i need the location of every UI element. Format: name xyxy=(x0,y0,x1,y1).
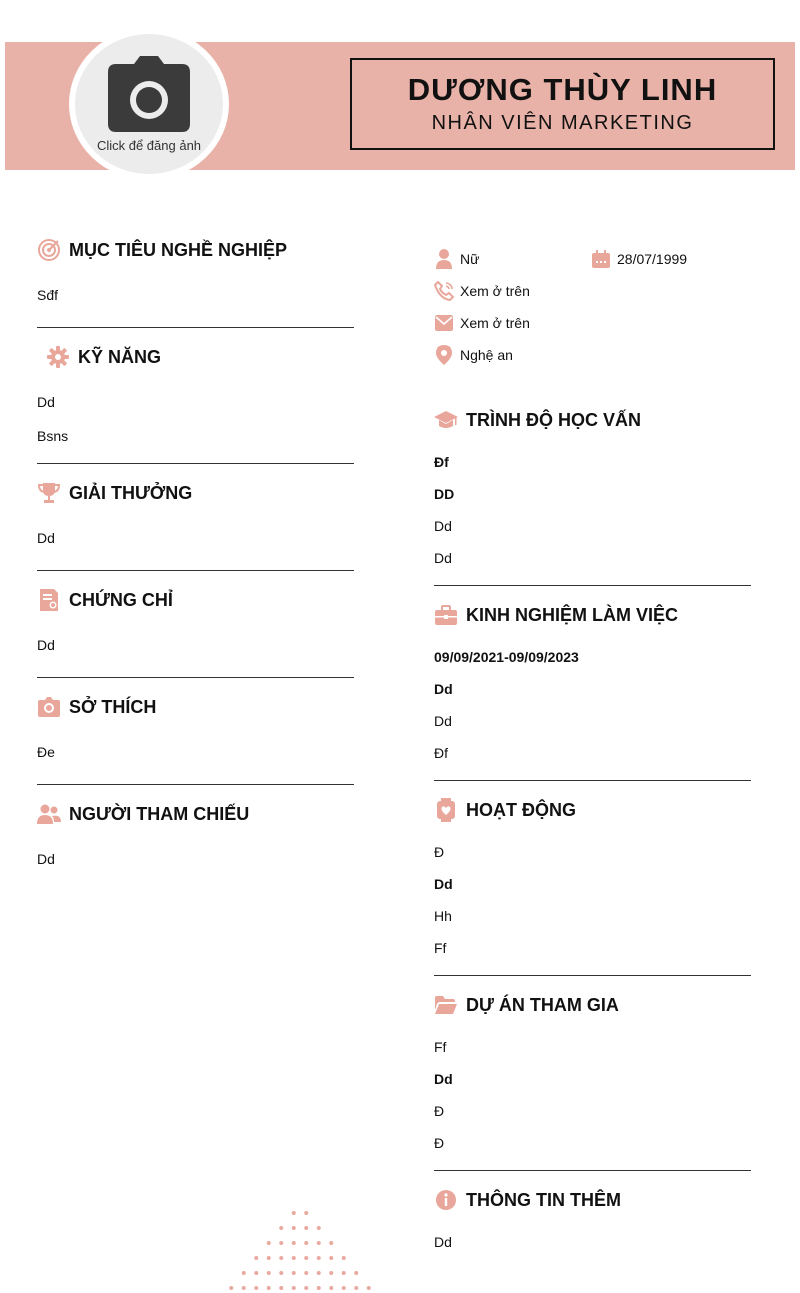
education-title: TRÌNH ĐỘ HỌC VẤN xyxy=(466,409,641,430)
calendar-icon xyxy=(591,249,611,269)
decorative-dot xyxy=(292,1211,296,1215)
divider xyxy=(434,780,751,781)
gear-icon xyxy=(46,345,70,369)
target-icon xyxy=(37,238,61,262)
skills-line[interactable]: Dd xyxy=(37,394,55,410)
decorative-dot xyxy=(242,1271,246,1275)
decorative-dot xyxy=(304,1271,308,1275)
references-section xyxy=(37,800,354,883)
experience-section xyxy=(434,601,751,775)
decorative-dot xyxy=(267,1271,271,1275)
address-value[interactable]: Nghệ an xyxy=(460,347,513,363)
decorative-dot xyxy=(292,1256,296,1260)
decorative-dot xyxy=(329,1286,333,1290)
avatar-upload[interactable] xyxy=(75,34,223,174)
decorative-dot xyxy=(329,1241,333,1245)
projects-line[interactable]: Dd xyxy=(434,1071,453,1087)
activity-icon xyxy=(434,798,458,822)
objective-title: MỤC TIÊU NGHỀ NGHIỆP xyxy=(69,239,288,260)
objective-section xyxy=(37,236,354,319)
awards-section xyxy=(37,479,354,562)
experience-line[interactable]: Đf xyxy=(434,745,448,761)
birthday-row xyxy=(591,249,687,269)
phone-icon xyxy=(434,281,454,301)
decorative-dot xyxy=(292,1226,296,1230)
projects-line[interactable]: Ff xyxy=(434,1039,447,1055)
person-icon xyxy=(434,249,454,269)
graduation-cap-icon xyxy=(434,408,458,432)
avatar-caption: Click để đăng ảnh xyxy=(96,138,202,153)
education-line[interactable]: Dd xyxy=(434,550,452,566)
decorative-dot xyxy=(317,1226,321,1230)
decorative-dot xyxy=(304,1226,308,1230)
decorative-dot xyxy=(304,1256,308,1260)
activities-line[interactable]: Đ xyxy=(434,844,445,860)
decorative-dots xyxy=(205,1205,395,1293)
decorative-dot xyxy=(279,1286,283,1290)
decorative-dot xyxy=(304,1241,308,1245)
birthday-value[interactable]: 28/07/1999 xyxy=(617,251,688,267)
decorative-dot xyxy=(292,1241,296,1245)
skills-title: KỸ NĂNG xyxy=(78,346,162,367)
camera-icon xyxy=(108,54,190,132)
decorative-dot xyxy=(229,1286,233,1290)
decorative-dot xyxy=(342,1256,346,1260)
decorative-dot xyxy=(367,1286,371,1290)
decorative-dot xyxy=(354,1286,358,1290)
decorative-dot xyxy=(279,1256,283,1260)
awards-title: GIẢI THƯỞNG xyxy=(69,482,193,503)
decorative-dot xyxy=(354,1271,358,1275)
avatar[interactable] xyxy=(69,28,229,180)
activities-line[interactable]: Ff xyxy=(434,940,447,956)
mail-icon xyxy=(434,313,454,333)
certificate-icon xyxy=(37,588,61,612)
camera-icon xyxy=(37,695,61,719)
phone-value[interactable]: Xem ở trên xyxy=(460,283,530,299)
gender-row xyxy=(434,249,479,269)
decorative-dot xyxy=(317,1286,321,1290)
hobbies-title: SỞ THÍCH xyxy=(69,696,157,717)
location-pin-icon xyxy=(434,345,454,365)
briefcase-icon xyxy=(434,603,458,627)
decorative-dot xyxy=(304,1211,308,1215)
certificates-line[interactable]: Dd xyxy=(37,637,55,653)
activities-section xyxy=(434,796,751,970)
certificates-section xyxy=(37,586,354,669)
activities-line[interactable]: Hh xyxy=(434,908,452,924)
decorative-dot xyxy=(342,1286,346,1290)
education-line[interactable]: DD xyxy=(434,486,455,502)
projects-section xyxy=(434,991,751,1165)
skills-section xyxy=(37,343,354,460)
decorative-dot xyxy=(267,1286,271,1290)
more-info-section xyxy=(434,1186,751,1266)
decorative-dot xyxy=(292,1286,296,1290)
skills-line[interactable]: Bsns xyxy=(37,428,69,444)
decorative-dot xyxy=(279,1271,283,1275)
decorative-dot xyxy=(254,1271,258,1275)
divider xyxy=(434,975,751,976)
activities-title: HOẠT ĐỘNG xyxy=(466,799,576,820)
hobbies-section xyxy=(37,693,354,776)
decorative-dot xyxy=(329,1271,333,1275)
certificates-title: CHỨNG CHỈ xyxy=(69,589,173,610)
folder-icon xyxy=(434,993,458,1017)
experience-line[interactable]: 09/09/2021-09/09/2023 xyxy=(434,649,579,665)
decorative-dot xyxy=(317,1241,321,1245)
gender-value[interactable]: Nữ xyxy=(460,251,480,267)
decorative-dot xyxy=(267,1256,271,1260)
info-icon xyxy=(434,1188,458,1212)
decorative-dot xyxy=(304,1286,308,1290)
projects-line[interactable]: Đ xyxy=(434,1135,445,1151)
projects-title: DỰ ÁN THAM GIA xyxy=(466,994,619,1015)
decorative-dot xyxy=(279,1226,283,1230)
divider xyxy=(37,463,354,464)
projects-line[interactable]: Đ xyxy=(434,1103,445,1119)
objective-line[interactable]: Sđf xyxy=(37,287,59,303)
decorative-dot xyxy=(267,1241,271,1245)
education-line[interactable]: Dd xyxy=(434,518,452,534)
phone-row xyxy=(434,281,530,301)
education-line[interactable]: Đf xyxy=(434,454,449,470)
decorative-dot xyxy=(329,1256,333,1260)
references-line[interactable]: Dd xyxy=(37,851,55,867)
more-info-line[interactable]: Dd xyxy=(434,1234,452,1250)
divider xyxy=(37,677,354,678)
experience-line[interactable]: Dd xyxy=(434,713,452,729)
decorative-dot xyxy=(342,1271,346,1275)
email-row xyxy=(434,313,530,333)
divider xyxy=(434,585,751,586)
decorative-dot xyxy=(279,1241,283,1245)
references-title: NGƯỜI THAM CHIẾU xyxy=(69,803,250,824)
more-info-title: THÔNG TIN THÊM xyxy=(466,1189,621,1210)
trophy-icon xyxy=(37,481,61,505)
education-section xyxy=(434,406,751,580)
hobbies-line[interactable]: Đe xyxy=(37,744,55,760)
decorative-dot xyxy=(242,1286,246,1290)
experience-line[interactable]: Dd xyxy=(434,681,453,697)
divider xyxy=(37,570,354,571)
experience-title: KINH NGHIỆM LÀM VIỆC xyxy=(466,604,679,625)
awards-line[interactable]: Dd xyxy=(37,530,55,546)
decorative-dot xyxy=(254,1256,258,1260)
decorative-dot xyxy=(292,1271,296,1275)
decorative-dot xyxy=(317,1256,321,1260)
divider xyxy=(37,784,354,785)
decorative-dot xyxy=(317,1271,321,1275)
name-box xyxy=(350,58,775,150)
email-value[interactable]: Xem ở trên xyxy=(460,315,530,331)
job-title[interactable]: NHÂN VIÊN MARKETING xyxy=(431,112,694,134)
divider xyxy=(37,327,354,328)
full-name[interactable]: DƯƠNG THÙY LINH xyxy=(407,72,718,107)
decorative-dot xyxy=(254,1286,258,1290)
people-icon xyxy=(37,802,61,826)
address-row xyxy=(434,345,513,365)
activities-line[interactable]: Dd xyxy=(434,876,453,892)
divider xyxy=(434,1170,751,1171)
